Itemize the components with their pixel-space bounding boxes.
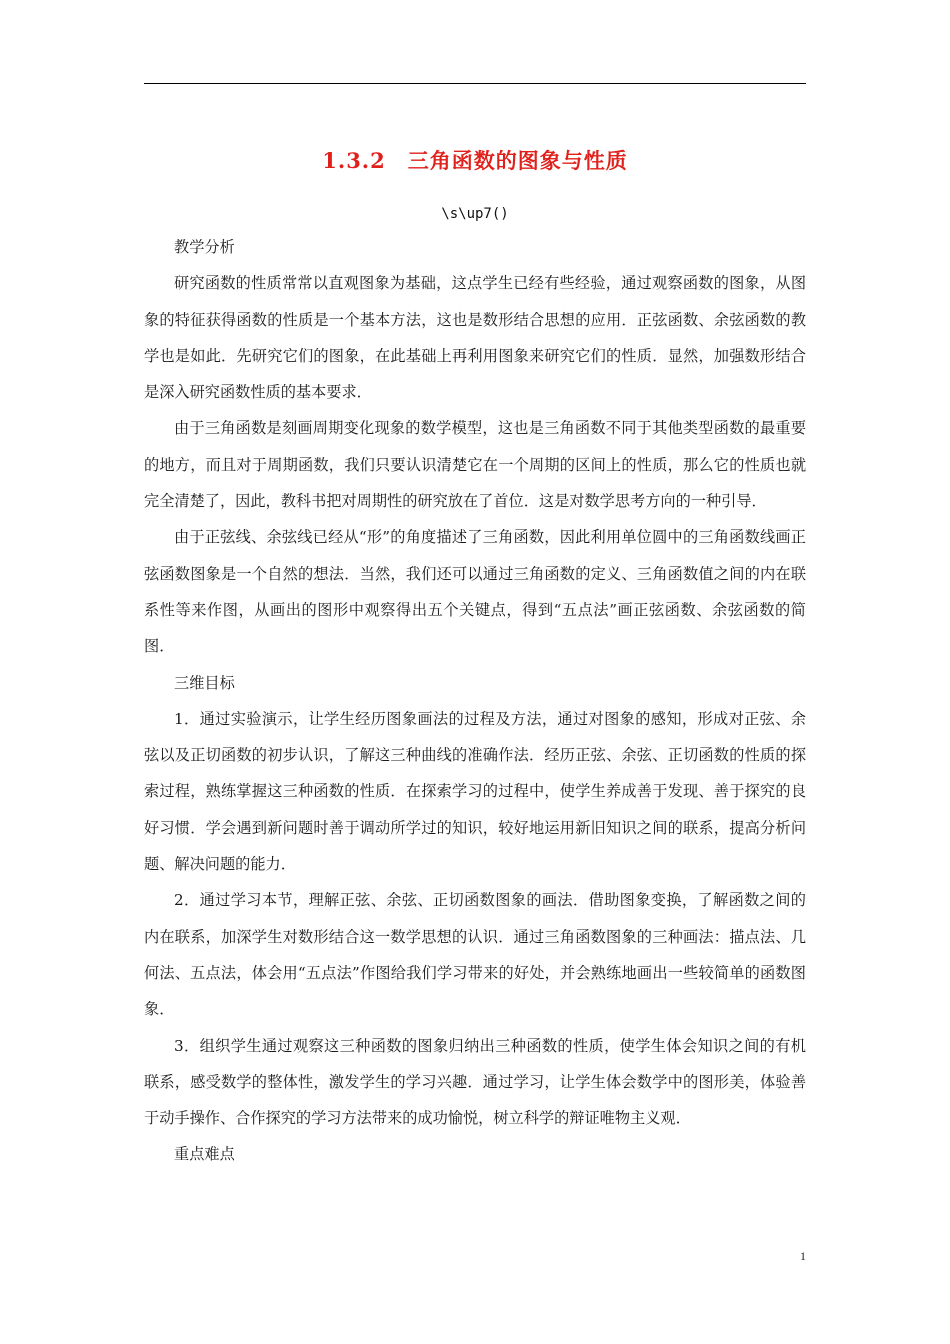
body-paragraph: 研究函数的性质常常以直观图象为基础，这点学生已经有些经验，通过观察函数的图象，从图象的特征获得函数的性质是一个基本方法，这也是数形结合思想的应用．正弦函数、余弦函数的教学也是如此．先研究它们的图象，在此基础上再利用图象来研究它们的性质．显然，加强数形结合是深入研究函数性质的基本要求． xyxy=(144,274,806,402)
objective-item: 2．通过学习本节，理解正弦、余弦、正切函数图象的画法．借助图象变换，了解函数之间的内在联系，加深学生对数形结合这一数学思想的认识．通过三角函数图象的三种画法：描点法、几何法、五点法，体会用“五点法”作图给我们学习带来的好处，并会熟练地画出一些较简单的函数图象． xyxy=(144,891,806,1019)
document-body xyxy=(144,229,806,1173)
section-heading-objectives: 三维目标 xyxy=(174,673,235,692)
page-number: 1 xyxy=(800,1249,806,1263)
document-title: 1.3.2 三角函数的图象与性质 xyxy=(322,148,628,173)
section-heading-teaching-analysis: 教学分析 xyxy=(174,238,235,256)
objective-item: 3．组织学生通过观察这三种函数的图象归纳出三种函数的性质，使学生体会知识之间的有机联系，感受数学的整体性，激发学生的学习兴趣．通过学习，让学生体会数学中的图形美，体验善于动手操作、合作探究的学习方法带来的成功愉悦，树立科学的辩证唯物主义观． xyxy=(144,1036,806,1128)
body-paragraph: 由于正弦线、余弦线已经从“形”的角度描述了三角函数，因此利用单位圆中的三角函数线画正弦函数图象是一个自然的想法．当然，我们还可以通过三角函数的定义、三角函数值之间的内在联系性等来作图，从画出的图形中观察得出五个关键点，得到“五点法”画正弦函数、余弦函数的简图． xyxy=(144,528,806,656)
objective-item: 1．通过实验演示，让学生经历图象画法的过程及方法，通过对图象的感知，形成对正弦、余弦以及正切函数的初步认识，了解这三种曲线的准确作法．经历正弦、余弦、正切函数的性质的探索过程，熟练掌握这三种函数的性质．在探索学习的过程中，使学生养成善于发现、善于探究的良好习惯．学会遇到新问题时善于调动所学过的知识，较好地运用新旧知识之间的联系，提高分析问题、解决问题的能力． xyxy=(144,709,806,874)
field-code-text: \s\up7() xyxy=(441,206,509,222)
body-paragraph: 由于三角函数是刻画周期变化现象的数学模型，这也是三角函数不同于其他类型函数的最重要的地方，而且对于周期函数，我们只要认识清楚它在一个周期的区间上的性质，那么它的性质也就完全清楚了，因此，教科书把对周期性的研究放在了首位．这是对数学思考方向的一种引导． xyxy=(144,419,806,511)
header-rule xyxy=(144,83,806,84)
section-heading-key-points: 重点难点 xyxy=(174,1145,235,1164)
